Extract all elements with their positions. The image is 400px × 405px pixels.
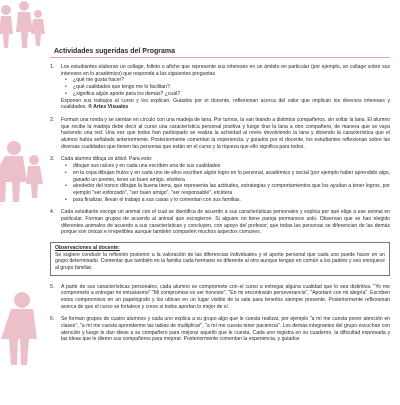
activity-item-2 [50,117,390,151]
observation-title: Observaciones al docente: [55,245,120,252]
bullet-item: • ¿qué cualidades que tengo me lo facilitan? [73,84,390,91]
child-figure-icon [1,292,37,365]
item-text: A partir de sus características personales, cada alumno se compromete con el curso a entregar alguna cualidad que lo sea distintiva. "Yo me comprometo a entregar mi entusiasmo" "Mi compromiso es ser honesto", "En mi encontrarán perseverancia", "Aportaré con mi alegría". Escriben estos compromisos en un papelógrafo y los ubican en un lugar visible de la sala para tenerlos siempre presente. Posteriormente reflexionan acerca de que el curso se fortalece y crece si todos aportan lo mejor de sí. [61,283,390,310]
content-area [50,46,390,349]
bullet-item: • alrededor del tronco dibujan la buena tierra, que representa las actitudes, estrategias y comportamientos que los ayudan a tener logros, por ejemplo "ser esforzado", "ser buen amigo", "ser responsable", etcétera [73,183,390,196]
activity-item-3 [50,156,390,203]
item-number: 4. [50,209,55,216]
activity-item-6 [50,316,390,343]
item-tail [61,98,390,111]
item-number: 1. [50,64,55,70]
item-text: Cada alumno dibuja un árbol. Para esto: [61,156,153,163]
bullet-list [61,163,390,203]
children-figures-icon [0,0,46,400]
activity-item-5 [50,284,390,311]
observation-text: Se sugiere conducir la reflexión posterior a la valoración de las diferencias individuales y el aporte personal que cada uno puede hacer en un grupo determinado. Comentar que también en la familia cada hermano es diferente al otro aunque tengan en común a los padres y eso enriquece al grupo familiar. [55,251,385,271]
bullet-item: • para finalizar, llevan el trabajo a sus casas y lo comentan con sus familias. [73,197,390,204]
decorative-sidebar [0,0,46,400]
item-number: 2. [50,116,55,123]
activity-item-4 [50,209,390,236]
bullet-list [61,77,390,97]
item-number: 3. [50,156,55,163]
item-text: Cada estudiante escoge un animal con el cual se identifica de acuerdo a sus características personales y explica por qué elige a ese animal en particular. Forman grupos de acuerdo al animal que escogieron. Si alguien no tiene pareja permanece solo. Observan que se han elegido diferentes animales de acuerdo a sus características y concluyen, con apoyo del profesor, que todas las personas se diferencian de las demás porque son únicas e irrepetibles aunque también comparten muchos aspectos comunes. [61,209,390,236]
child-figure-icon [0,141,43,202]
item-number: 5. [50,283,55,290]
item-text: Se forman grupos de cuatro alumnos y cada uno explica a su grupo algo que le cuesta realizar, por ejemplo "a mí me cuesta poner atención en clases", "a mí me cuesta aprenderme las tablas de multiplicar", "a mí me cuesta tener paciencia". Los demás integrantes del grupo escuchan con atención y luego le dan ideas a su compañero para mejorar aquello que le cuesta. Cada uno registra en su cuaderno, la dificultad expresada y las ideas que le dieron sus compañeros para mejorar. Posteriormente comentan la experiencia, y guiados [61,316,390,343]
page-title: Actividades sugeridas del Programa [50,46,390,58]
item-text: Los estudiantes elaboran un collage, folleto o afiche que represente sus intereses en un ámbito en particular (por ejemplo, un collage sobre sus intereses en lo académico) que responda a las siguientes preguntas [61,64,390,77]
subject-link-reference: ® Artes Visuales [88,104,129,111]
bullet-item: • ¿significa algún aporte para los demás? ¿cuál? [73,91,390,98]
activity-item-1 [50,64,390,111]
bullet-item: • ¿qué me gusta hacer? [73,77,390,84]
teacher-observation-box [50,242,390,275]
bullet-item: • dibujan sus raíces y en cada una escriben una de sus cualidades [73,163,390,170]
item-tail-text: Exponen sus trabajos al curso y los explican. Guiados por el docente, reflexionan acerca del valor que implican los diversos intereses y cualidades. [61,97,390,111]
item-text: Forman una ronda y se sientan en círculo con una madeja de lana. Por turnos, la van tirando a distintos compañeros, sin soltar la lana. El alumno que recibe la madeja debe decir al curso una característica personal positiva y luego tirar la lana a otro compañero, de manera que se vaya haciendo una red. Una vez que todos han participado se realiza la actividad al revés devolviendo la lana y diciendo la característica que el alumno había señalado anteriormente. Posteriormente comentan la experiencia, y guiados por el docente, los estudiantes reflexionan sobre las diversas cualidades que tienen las personas que están en el curso y la riqueza que ello significa para todos. [61,116,390,150]
activity-list [50,64,390,343]
bullet-item: • en la copa dibujan frutos y en cada uno de ellos escriben algún logro en lo personal, académico y social (por ejemplo haber aprendido algo, ganado un premio, tener un buen amigo, etcétera [73,170,390,183]
item-number: 6. [50,316,55,323]
